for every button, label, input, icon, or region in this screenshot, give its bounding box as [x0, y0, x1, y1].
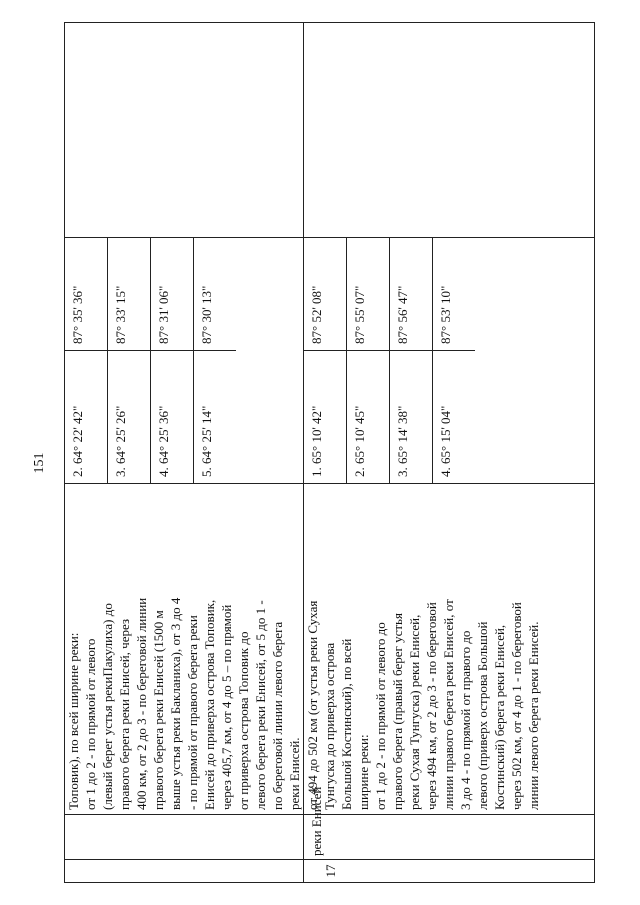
- description-line: от 494 до 502 км (от устья реки Сухая: [305, 600, 320, 810]
- number-cell: [304, 860, 595, 883]
- coordinates-cell: [304, 238, 595, 484]
- description-line: правого берега (правый берег устья: [390, 613, 405, 810]
- description-line: правого берега реки Енисей, через: [117, 618, 132, 810]
- description-text: [65, 484, 303, 814]
- water-body-cell: [65, 815, 304, 860]
- notes-cell: [65, 23, 304, 238]
- latitude: 4. 65° 15' 04": [433, 351, 476, 484]
- latitude: 1. 65° 10' 42": [304, 351, 347, 484]
- description-line: правого берега реки Енисей (1500 м: [151, 610, 166, 810]
- longitude: 87° 53' 10": [438, 285, 453, 344]
- description-line: Енисей до приверха острова Топовик,: [202, 599, 217, 810]
- coordinate-row: [433, 238, 476, 483]
- coordinates-table: [65, 238, 236, 483]
- description-line: через 494 км, от 2 до 3 - по береговой: [424, 602, 439, 810]
- description-line: через 502 км, от 4 до 1 - по береговой: [509, 602, 524, 810]
- latitude: 3. 64° 25' 26": [108, 351, 151, 484]
- coordinate-row: [347, 238, 390, 483]
- description-line: от приверха острова Топовик до: [236, 631, 251, 810]
- description-line: - по прямой от правого берега реки: [185, 615, 200, 810]
- description-line: Топовик), по всей ширине реки:: [66, 632, 81, 810]
- page-number: 151: [32, 452, 47, 474]
- description-line: по береговой линии левого берега: [270, 621, 285, 810]
- water-body-cell: [304, 786, 595, 860]
- latitude: 3. 65° 14' 38": [390, 351, 433, 484]
- longitude: 87° 31' 06": [151, 238, 194, 351]
- longitude: 87° 33' 15": [108, 238, 151, 351]
- description-line: линии левого берега реки Енисей.: [526, 621, 541, 810]
- coordinate-row: [151, 238, 194, 483]
- rotated-table-area: [64, 28, 604, 883]
- notes-cell: [304, 23, 595, 238]
- description-line: выше устья реки Бакланиха), от 3 до 4: [168, 597, 183, 810]
- longitude: 87° 56' 47": [390, 238, 433, 351]
- description-line: реки Сухая Тунгуска) реки Енисей,: [407, 614, 422, 810]
- latitude: 5. 64° 25' 14": [194, 351, 237, 484]
- latitude: 2. 65° 10' 45": [347, 351, 390, 484]
- longitude: 87° 55' 07": [347, 238, 390, 351]
- coordinate-row: [108, 238, 151, 483]
- description-cell: [65, 484, 304, 815]
- longitude: 87° 52' 08": [304, 238, 347, 351]
- coordinate-row: [390, 238, 433, 483]
- row-number: 17: [323, 864, 338, 878]
- table-row: [304, 23, 595, 883]
- number-cell: [65, 860, 304, 883]
- description-line: через 405,7 км, от 4 до 5 – по прямой: [219, 604, 234, 810]
- description-line: 400 км, от 2 до 3 - по береговой линии: [134, 597, 149, 810]
- coordinates-cell: [65, 238, 304, 484]
- description-line: 3 до 4 - по прямой от правого до: [458, 630, 473, 810]
- longitude: 87° 30' 13": [199, 285, 214, 344]
- coordinates-table: [304, 238, 475, 483]
- description-line: линии правого берега реки Енисей, от: [441, 599, 456, 810]
- description-line: (левый берег устья рекиПакулиха) до: [100, 603, 115, 810]
- description-line: левого берега реки Енисей, от 5 до 1 -: [253, 600, 268, 810]
- description-line: Костинский) берега реки Енисей,: [492, 624, 507, 810]
- latitude: 4. 64° 25' 36": [151, 351, 194, 484]
- description-cell: [304, 484, 595, 815]
- description-line: от 1 до 2 - по прямой от левого до: [373, 622, 388, 810]
- description-line: левого (приверх острова Большой: [475, 621, 490, 810]
- description-line: Тунгуска до приверха острова: [322, 642, 337, 810]
- longitude: 87° 35' 36": [65, 238, 108, 351]
- coordinate-row: [304, 238, 347, 483]
- regulation-table: [64, 22, 595, 883]
- coordinate-row: [194, 238, 237, 483]
- description-line: Большой Костинский), по всей: [339, 638, 354, 810]
- river-name: реки Енисей: [309, 786, 324, 856]
- description-line: реки Енисей.: [287, 737, 302, 810]
- description-line: ширине реки:: [356, 734, 371, 810]
- description-line: от 1 до 2 - по прямой от левого: [83, 638, 98, 810]
- table-row: [65, 23, 304, 883]
- description-text: [304, 484, 542, 814]
- coordinate-row: [65, 238, 108, 483]
- latitude: 2. 64° 22' 42": [65, 351, 108, 484]
